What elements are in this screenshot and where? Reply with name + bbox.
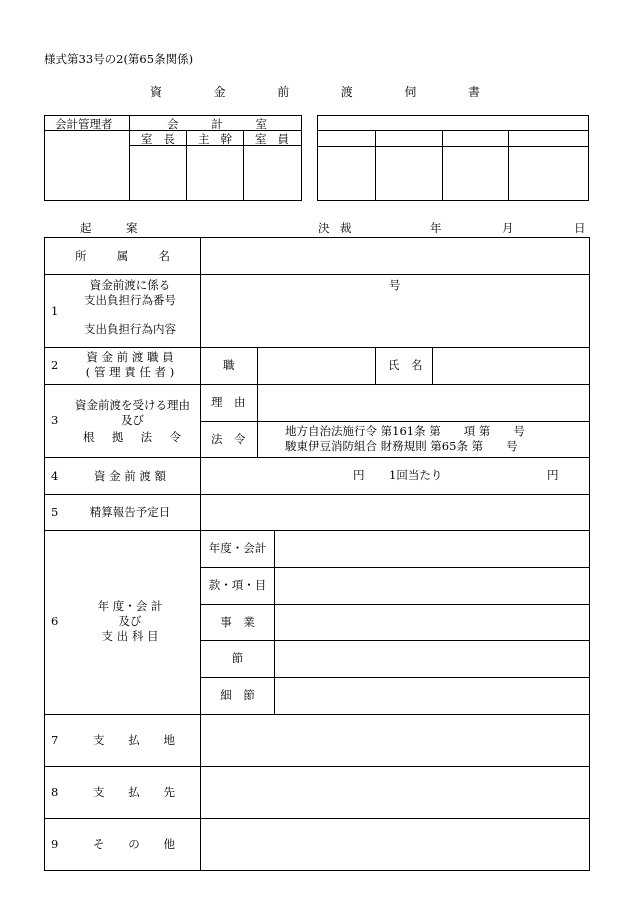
advance-amount-label: 資 金 前 渡 額 [93, 469, 167, 483]
role-staff [255, 131, 289, 147]
label-char: 会 [167, 117, 179, 131]
row-number: 5 [51, 505, 59, 519]
sub-item-category: 款・項・目 [208, 578, 267, 592]
role-office-chief [141, 131, 175, 147]
post-label: 職 [223, 358, 235, 372]
label-line: 及び [121, 413, 144, 427]
label-char: 払 [128, 785, 140, 799]
row-number: 1 [51, 304, 59, 318]
label-char: 法 [140, 430, 153, 444]
accounting-manager-label: 会計管理者 [55, 117, 113, 131]
yen-label: 円 [547, 468, 559, 482]
title-char: 伺 [404, 85, 417, 99]
row-number: 7 [51, 733, 59, 747]
label-char: 長 [163, 132, 175, 146]
row-number: 2 [51, 358, 59, 372]
form-code: 様式第33号の2(第65条関係) [44, 52, 194, 66]
label-char: 所 [75, 249, 87, 263]
title-char: 書 [467, 85, 480, 99]
label-char: 主 [198, 132, 210, 146]
label-char: 払 [128, 733, 140, 747]
label-char: 他 [163, 837, 175, 851]
label-line: 資 金 前 渡 職 員 [86, 350, 174, 364]
row-number: 4 [51, 469, 59, 483]
label-char: 計 [211, 117, 223, 131]
draft-label: 案 [126, 221, 138, 235]
title-char: 金 [213, 85, 226, 99]
law-reference-text [285, 424, 525, 454]
label-line: 資金前渡を受ける理由 [75, 398, 190, 412]
advance-officer-label [65, 350, 195, 380]
label-char: そ [93, 837, 105, 851]
label-char: 支 [93, 785, 105, 799]
encumbrance-content-label: 支出負担行為内容 [84, 322, 176, 336]
law-label: 法 令 [211, 432, 246, 446]
title-char: 資 [150, 85, 163, 99]
label-char: 名 [158, 249, 170, 263]
title-char: 前 [277, 85, 290, 99]
label-line: 及び [118, 614, 142, 628]
row-number: 6 [51, 614, 59, 628]
label-char: 地 [163, 733, 175, 747]
label-line: 資金前渡に係る [89, 278, 171, 292]
decision-label: 裁 [340, 221, 352, 235]
decision-label: 決 [318, 221, 330, 235]
payee-label [93, 785, 175, 800]
legal-basis-label [83, 430, 181, 445]
role-chief-officer [198, 131, 232, 147]
sub-project: 事 業 [220, 615, 255, 629]
settlement-date-label: 精算報告予定日 [89, 505, 171, 519]
advance-reason-label [65, 398, 200, 428]
encumbrance-number-label [65, 278, 195, 308]
yen-label: 円 [353, 468, 365, 482]
law-line: 駿東伊豆消防組合 財務規則 第65条 第 号 [285, 439, 518, 453]
accounting-office-label [167, 116, 267, 132]
law-line: 地方自治法施行令 第161条 第 項 第 号 [285, 424, 525, 438]
draft-label: 起 [80, 221, 92, 235]
approval-box-department [317, 115, 589, 201]
sub-subsection: 細 節 [220, 688, 255, 702]
label-char: 室 [255, 132, 267, 146]
label-char: 拠 [111, 430, 124, 444]
main-form-table [44, 237, 590, 871]
label-char: 属 [116, 249, 129, 263]
label-char: 員 [277, 132, 289, 146]
sub-fiscal-year-account: 年度・会計 [208, 541, 267, 555]
payment-place-label [93, 733, 175, 748]
name-label: 氏 名 [388, 358, 423, 372]
label-line: 支出負担行為番号 [84, 293, 176, 307]
label-line: 支 出 科 目 [101, 629, 159, 643]
document-title [150, 83, 480, 100]
label-char: 根 [83, 430, 95, 444]
other-label [93, 837, 175, 852]
label-char: 室 [255, 117, 267, 131]
title-char: 渡 [340, 85, 353, 99]
label-line: ( 管 理 責 任 者 ) [85, 365, 175, 379]
label-char: 室 [141, 132, 153, 146]
fiscal-account-label [65, 599, 195, 644]
label-char: 支 [93, 733, 105, 747]
row-number: 3 [51, 413, 59, 427]
label-char: の [128, 837, 140, 851]
day-label: 日 [574, 221, 586, 235]
per-time-label: 1回当たり [389, 468, 443, 482]
label-char: 幹 [220, 132, 232, 146]
approval-box-accounting [44, 115, 302, 201]
label-line: 年 度・会 計 [97, 599, 163, 613]
sub-section: 節 [231, 651, 244, 665]
row-number: 8 [51, 785, 59, 799]
label-char: 令 [169, 430, 181, 444]
month-label: 月 [502, 221, 514, 235]
year-label: 年 [430, 221, 442, 235]
reason-label: 理 由 [211, 395, 246, 409]
encumbrance-number-suffix: 号 [389, 278, 401, 292]
label-char: 先 [163, 785, 175, 799]
row-number: 9 [51, 837, 59, 851]
affiliation-label [75, 249, 170, 264]
